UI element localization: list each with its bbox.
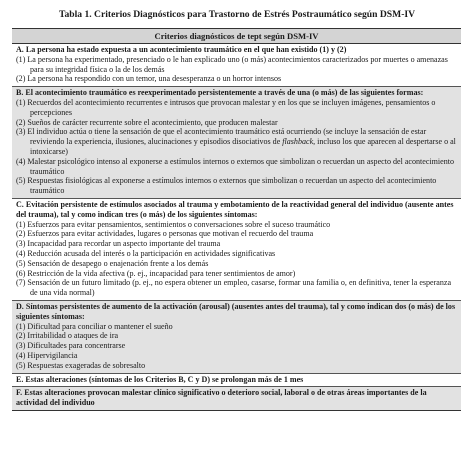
criterion-d-item-1: (1) Dificultad para conciliar o mantener el sueño [16,321,173,331]
criterion-d-item-2: (2) Irritabilidad o ataques de ira [16,331,119,341]
criterion-d-title: D. Síntomas persistentes de aumento de la activación (arousal) (ausentes antes del trauma), tal y como indican dos (o más) de los siguientes síntomas: [16,301,456,321]
criteria-table [12,28,461,411]
table-caption: Tabla 1. Criterios Diagnósticos para Trastorno de Estrés Postraumático según DSM-IV [58,9,416,20]
criterion-d-item-5: (5) Respuestas exageradas de sobresalto [16,360,146,370]
criterion-c-item-7: (7) Sensación de un futuro limitado (p. ej., no espera obtener un empleo, casarse, formar una familia o, en definitiva, tener la esperanza de una vida normal) [16,278,452,298]
criterion-c-item-6: (6) Restricción de la vida afectiva (p. ej., incapacidad para tener sentimientos de amor) [16,268,296,278]
criterion-c-item-4: (4) Reducción acusada del interés o la participación en actividades significativas [16,248,276,258]
criterion-e-title: E. Estas alteraciones (síntomas de los Criterios B, C y D) se prolongan más de 1 mes [16,374,304,384]
criterion-b-item-2: (2) Sueños de carácter recurrente sobre el acontecimiento, que producen malestar [16,117,278,127]
criterion-f-title: F. Estas alteraciones provocan malestar clínico significativo o deterioro social, laboral o de otras áreas importantes de la actividad del individuo [16,388,427,408]
criterion-f [12,387,461,410]
criterion-a-title: A. La persona ha estado expuesta a un acontecimiento traumático en el que han existido (1) y (2) [16,45,347,54]
criterion-a-item-2: (2) La persona ha respondido con un temor, una desesperanza o un horror intensos [16,74,282,84]
criterion-c [12,199,461,301]
criterion-b-item-1: (1) Recuerdos del acontecimiento recurrentes e intrusos que provocan malestar y en los que se incluyen imágenes, pensamientos o percepciones [16,97,436,117]
criterion-b-item-3: (3) El individuo actúa o tiene la sensación de que el acontecimiento traumático está ocurriendo (se incluye la sensación de estar reviviendo la experiencia, ilusiones, alucinaciones y episodios disociativos de flashback, incluso los que aparecen al despertarse o al intoxicarse) [16,127,456,156]
criterion-b [12,87,461,199]
criterion-c-item-5: (5) Sensación de desapego o enajenación frente a los demás [16,258,209,268]
criterion-a-item-1: (1) La persona ha experimentado, presenciado o le han explicado uno (o más) acontecimientos caracterizados por muertes o amenazas para su integridad física o la de los demás [16,54,448,74]
table-header: Criterios diagnósticos de tept según DSM-IV [12,29,461,44]
criterion-b-item-5: (5) Respuestas fisiológicas al exponerse a estímulos internos o externos que simbolizan o recuerdan un aspecto del acontecimiento traumático [16,176,437,196]
criterion-c-item-3: (3) Incapacidad para recordar un aspecto importante del trauma [16,239,221,249]
criterion-e [12,374,461,388]
criterion-c-item-2: (2) Esfuerzos para evitar actividades, lugares o personas que motivan el recuerdo del trauma [16,229,314,239]
criterion-c-title: C. Evitación persistente de estímulos asociados al trauma y embotamiento de la reactividad general del individuo (ausente antes del trauma), tal y como indican tres (o más) de los siguientes síntomas: [16,199,454,219]
criterion-d [12,301,461,374]
criterion-c-item-1: (1) Esfuerzos para evitar pensamientos, sentimientos o conversaciones sobre el suceso traumático [16,219,331,229]
criterion-d-item-4: (4) Hipervigilancia [16,350,78,360]
criterion-d-item-3: (3) Dificultades para concentrarse [16,341,126,351]
criterion-b-title: B. El acontecimiento traumático es reexperimentado persistentemente a través de una (o más) de las siguientes formas: [16,88,424,98]
criterion-a [12,44,461,87]
criterion-b-item-4: (4) Malestar psicológico intenso al exponerse a estímulos internos o externos que simbolizan o recuerdan un aspecto del acontecimiento traumático [16,156,454,176]
